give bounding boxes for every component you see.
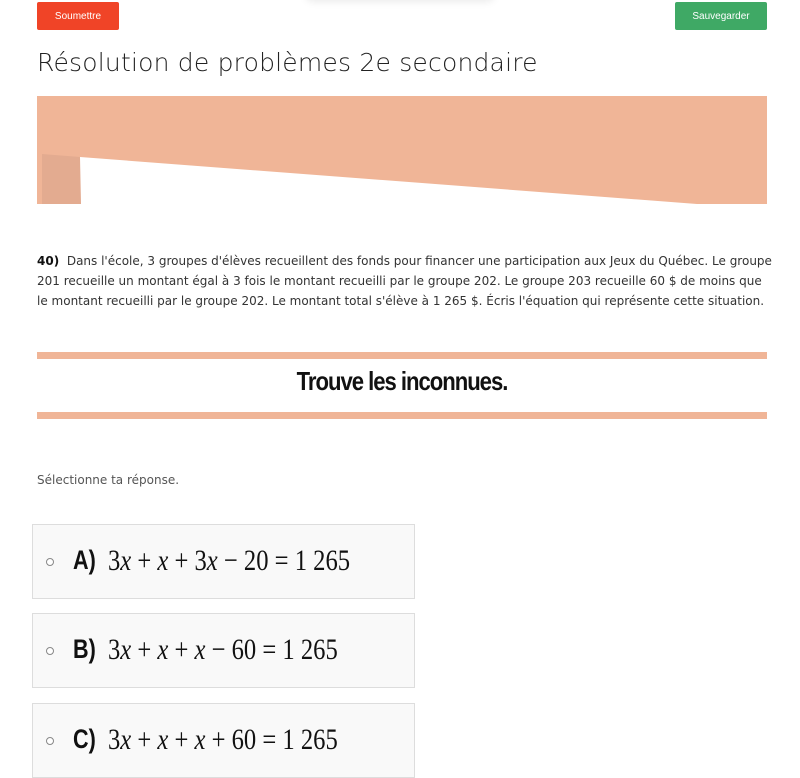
- variable-x: x: [157, 544, 169, 577]
- select-prompt: Sélectionne ta réponse.: [37, 473, 180, 487]
- divider-bottom: [37, 412, 767, 419]
- option-letter: A): [73, 545, 96, 575]
- variable-x: x: [194, 723, 206, 756]
- option-letter: B): [73, 634, 96, 664]
- answer-option-c[interactable]: [32, 703, 415, 778]
- banner-dark-block: [42, 154, 81, 204]
- answer-option-b[interactable]: [32, 613, 415, 688]
- header-banner-image: [37, 96, 767, 204]
- option-equation: 3x + x + x − 60 = 1 265: [108, 633, 338, 666]
- question-number: 40): [37, 254, 60, 268]
- instruction-heading: Trouve les inconnues.: [296, 366, 508, 396]
- variable-x: x: [206, 544, 218, 577]
- question-text: [37, 251, 772, 311]
- radio-button-icon[interactable]: [46, 647, 54, 655]
- variable-x: x: [120, 723, 132, 756]
- question-body: Dans l'école, 3 groupes d'élèves recueillent des fonds pour financer une participation aux Jeux du Québec. Le groupe 201 recueille un montant égal à 3 fois le montant recueilli par le groupe 202. Le groupe 203 recueille 60 $ de moins que le montant recueilli par le groupe 202. Le montant total s'élève à 1 265 $. Écris l'équation qui représente cette situation.: [37, 254, 772, 308]
- variable-x: x: [120, 544, 132, 577]
- submit-button[interactable]: Soumettre: [37, 2, 119, 30]
- answer-option-a[interactable]: [32, 524, 415, 599]
- variable-x: x: [120, 633, 132, 666]
- variable-x: x: [194, 633, 206, 666]
- divider-top: [37, 352, 767, 359]
- save-button[interactable]: Sauvegarder: [675, 2, 767, 30]
- radio-button-icon[interactable]: [46, 737, 54, 745]
- option-equation: 3x + x + x + 60 = 1 265: [108, 723, 338, 756]
- option-letter: C): [73, 724, 96, 754]
- variable-x: x: [157, 723, 169, 756]
- page-title: Résolution de problèmes 2e secondaire: [37, 48, 538, 77]
- radio-button-icon[interactable]: [46, 558, 54, 566]
- option-equation: 3x + x + 3x − 20 = 1 265: [108, 544, 351, 577]
- variable-x: x: [157, 633, 169, 666]
